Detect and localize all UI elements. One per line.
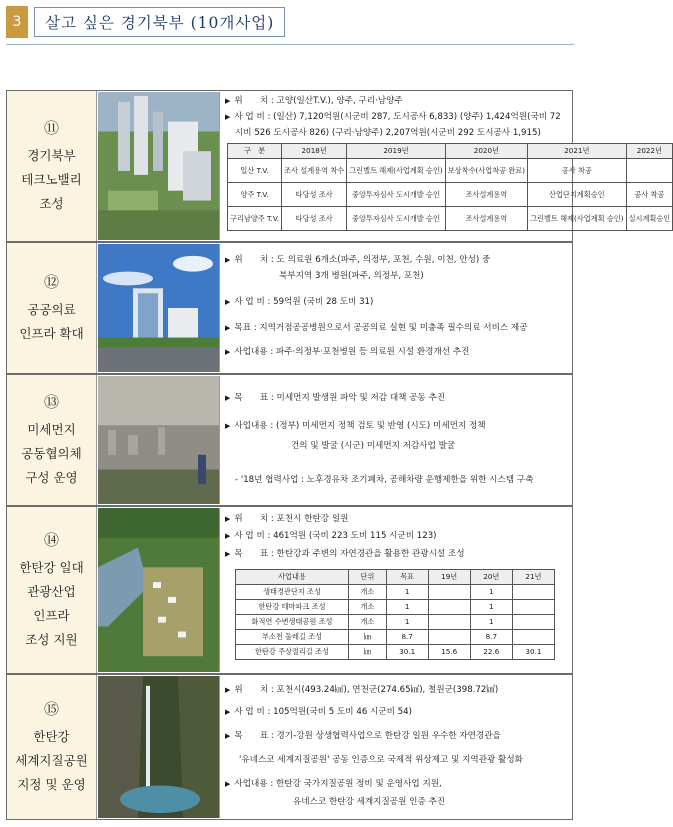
table-cell <box>512 600 554 615</box>
goal-line-cont: '유네스코 세계지질공원' 공동 인증으로 국제적 위상제고 및 지역관광 활성화 <box>239 755 523 765</box>
table-cell: 보상착수(사업착공 완료) <box>445 159 527 183</box>
table-cell <box>626 159 673 183</box>
table-cell: 부소천 둘레길 조성 <box>236 630 349 645</box>
cooperation-note: - '18년 협력사업 : 노후경유차 조기폐차, 공해차량 운행제한을 위한 시스템 구축 <box>235 475 534 485</box>
table-cell: 한탄강 테마파크 조성 <box>236 600 349 615</box>
table-cell: 화적연 수변생태공원 조성 <box>236 615 349 630</box>
budget-line: ▶ 사 업 비 : 461억원 (국비 223 도비 115 시군비 123) <box>225 529 437 543</box>
budget-line-cont: 시비 526 도시공사 826) (구리·남양주) 2,207억원(시군비 292 도시공사 1,915) <box>235 128 541 138</box>
hantan-river-aerial-photo <box>98 508 220 672</box>
location-line: ▶ 위 치 : 포천시(493.24㎢), 연천군(274.65㎢), 철원군(398.72㎢) <box>225 683 498 697</box>
project-content <box>225 243 572 373</box>
table-cell: 1 <box>386 615 428 630</box>
table-row <box>236 600 555 615</box>
project-content <box>225 675 572 819</box>
section-header <box>6 6 285 38</box>
geopark-gorge-photo <box>98 676 220 818</box>
table-cell: 일산 T.V. <box>228 159 282 183</box>
project-title-line: 테크노밸리 <box>21 172 82 187</box>
table-cell: 타당성 조사 <box>282 183 347 207</box>
table-cell <box>512 615 554 630</box>
table-cell: 조사설계용역 <box>445 183 527 207</box>
table-cell: 8.7 <box>470 630 512 645</box>
goal-line: ▶ 목표 : 지역거점공공병원으로서 공공의료 실현 및 미충족 필수의료 서비스 제공 <box>225 321 528 335</box>
table-cell: 개소 <box>349 615 387 630</box>
table-header: 단위 <box>349 570 387 585</box>
table-cell <box>428 630 470 645</box>
schedule-table <box>227 143 673 231</box>
table-header: 2019년 <box>347 144 446 159</box>
project-label <box>7 243 97 373</box>
project-label <box>7 507 97 673</box>
table-cell: 1 <box>470 585 512 600</box>
content-line-cont: 유네스코 한탄강 세계지질공원 인증 추진 <box>293 797 446 807</box>
project-15 <box>6 674 573 820</box>
project-title-line: 세계지질공원 <box>15 753 88 768</box>
project-label <box>7 375 97 505</box>
table-cell: 산업단지계획승인 <box>528 183 627 207</box>
table-row <box>236 645 555 660</box>
table-header: 목표 <box>386 570 428 585</box>
table-row <box>236 615 555 630</box>
content-line: ▶ 사업내용 : (정부) 미세먼지 정책 검토 및 반영 (시도) 미세먼지 정책 <box>225 419 486 433</box>
section-number: 3 <box>6 6 28 38</box>
project-title-line: 조성 지원 <box>25 632 78 647</box>
project-13 <box>6 374 573 506</box>
table-cell: 30.1 <box>512 645 554 660</box>
table-cell: 그린벨트 해제(사업계획 승인) <box>347 159 446 183</box>
fine-dust-city-photo <box>98 376 220 504</box>
project-number: ⑭ <box>43 531 59 549</box>
project-title-line: 공공의료 <box>27 302 76 317</box>
table-cell: 구리남양주 T.V. <box>228 207 282 231</box>
project-title-line: 조성 <box>39 196 64 211</box>
table-cell: 타당성 조사 <box>282 207 347 231</box>
goal-line: ▶ 목 표 : 경기-강원 상생협력사업으로 한탄강 일원 우수한 자연경관을 <box>225 729 501 743</box>
table-header: 2020년 <box>445 144 527 159</box>
project-title-line: 인프라 <box>33 608 70 623</box>
table-cell: 1 <box>386 600 428 615</box>
project-12 <box>6 242 573 374</box>
table-cell: 실시계획승인 <box>626 207 673 231</box>
table-header: 사업내용 <box>236 570 349 585</box>
table-header: 20년 <box>470 570 512 585</box>
table-header: 19년 <box>428 570 470 585</box>
budget-line: ▶ 사 업 비 : 59억원 (국비 28 도비 31) <box>225 295 373 309</box>
project-title-line: 경기북부 <box>27 148 76 163</box>
budget-line: ▶ 사 업 비 : (일산) 7,120억원(시군비 287, 도시공사 6,833) (양주) 1,424억원(국비 72 <box>225 110 561 124</box>
header-divider <box>6 44 574 45</box>
table-header-row <box>236 570 555 585</box>
location-line: ▶ 위 치 : 포천시 한탄강 일원 <box>225 512 348 526</box>
table-cell: 중앙투자심사 도시개발 승인 <box>347 183 446 207</box>
project-label <box>7 91 97 241</box>
facility-table <box>235 569 555 660</box>
techno-valley-rendering <box>98 92 220 240</box>
table-cell: ㎞ <box>349 630 387 645</box>
table-header: 21년 <box>512 570 554 585</box>
project-content <box>225 91 671 241</box>
table-row <box>236 630 555 645</box>
content-line-cont: 건의 및 발굴 (시군) 미세먼지 저감사업 발굴 <box>291 441 456 451</box>
table-cell: 조사설계용역 <box>445 207 527 231</box>
table-row <box>228 207 673 231</box>
project-title-line: 한탄강 일대 <box>19 560 84 575</box>
table-cell: 그린벨트 해제(사업계획 승인) <box>528 207 627 231</box>
table-header: 2021년 <box>528 144 627 159</box>
table-cell: 생태경관단지 조성 <box>236 585 349 600</box>
budget-line: ▶ 사 업 비 : 105억원(국비 5 도비 46 시군비 54) <box>225 705 412 719</box>
table-header: 2018년 <box>282 144 347 159</box>
table-cell: ㎞ <box>349 645 387 660</box>
project-number: ⑮ <box>43 700 59 718</box>
table-header: 구 분 <box>228 144 282 159</box>
table-cell: 조사 설계용역 착수 <box>282 159 347 183</box>
table-cell: 8.7 <box>386 630 428 645</box>
content-line: ▶ 사업내용 : 한탄강 국가지질공원 정비 및 운영사업 지원, <box>225 777 442 791</box>
table-cell: 22.6 <box>470 645 512 660</box>
hospital-photo <box>98 244 220 372</box>
goal-line: ▶ 목 표 : 한탄강과 주변의 자연경관을 활용한 관광시설 조성 <box>225 547 465 561</box>
project-11 <box>6 90 671 242</box>
table-cell <box>428 615 470 630</box>
location-line: ▶ 위 치 : 고양(일산T.V.), 양주, 구리·남양주 <box>225 94 403 108</box>
project-label <box>7 675 97 819</box>
table-cell: 공사 착공 <box>626 183 673 207</box>
table-row <box>236 585 555 600</box>
table-cell <box>512 630 554 645</box>
location-line-cont: 북부지역 3개 병원(파주, 의정부, 포천) <box>279 271 424 281</box>
project-title-line: 한탄강 <box>33 729 70 744</box>
table-cell: 개소 <box>349 600 387 615</box>
project-number: ⑪ <box>43 119 59 137</box>
project-title-line: 구성 운영 <box>25 470 78 485</box>
project-title-line: 지정 및 운영 <box>17 777 86 792</box>
table-cell <box>512 585 554 600</box>
project-content <box>225 507 572 673</box>
table-header: 2022년 <box>626 144 673 159</box>
table-cell: 개소 <box>349 585 387 600</box>
table-cell: 1 <box>386 585 428 600</box>
table-row <box>228 159 673 183</box>
table-cell: 15.6 <box>428 645 470 660</box>
table-cell: 1 <box>470 600 512 615</box>
location-line: ▶ 위 치 : 도 의료원 6개소(파주, 의정부, 포천, 수원, 이천, 안성) 중 <box>225 253 490 267</box>
table-row <box>228 183 673 207</box>
page-title: 살고 싶은 경기북부 (10개사업) <box>34 7 285 37</box>
project-number: ⑫ <box>43 273 59 291</box>
project-14 <box>6 506 573 674</box>
table-cell: 한탄강 주상절리길 조성 <box>236 645 349 660</box>
table-cell: 양주 T.V. <box>228 183 282 207</box>
table-cell: 중앙투자심사 도시개발 승인 <box>347 207 446 231</box>
table-cell: 1 <box>470 615 512 630</box>
project-title-line: 공동협의체 <box>21 446 82 461</box>
table-cell <box>428 585 470 600</box>
project-content <box>225 375 572 505</box>
table-cell <box>428 600 470 615</box>
project-title-line: 인프라 확대 <box>19 326 84 341</box>
project-title-line: 미세먼지 <box>27 422 76 437</box>
project-title-line: 관광산업 <box>27 584 76 599</box>
table-header-row <box>228 144 673 159</box>
table-cell: 공사 착공 <box>528 159 627 183</box>
table-cell: 30.1 <box>386 645 428 660</box>
project-number: ⑬ <box>43 393 59 411</box>
goal-line: ▶ 목 표 : 미세먼지 발생원 파악 및 저감 대책 공동 추진 <box>225 391 445 405</box>
content-line: ▶ 사업내용 : 파주·의정부·포천병원 등 의료원 시설 환경개선 추진 <box>225 345 469 359</box>
